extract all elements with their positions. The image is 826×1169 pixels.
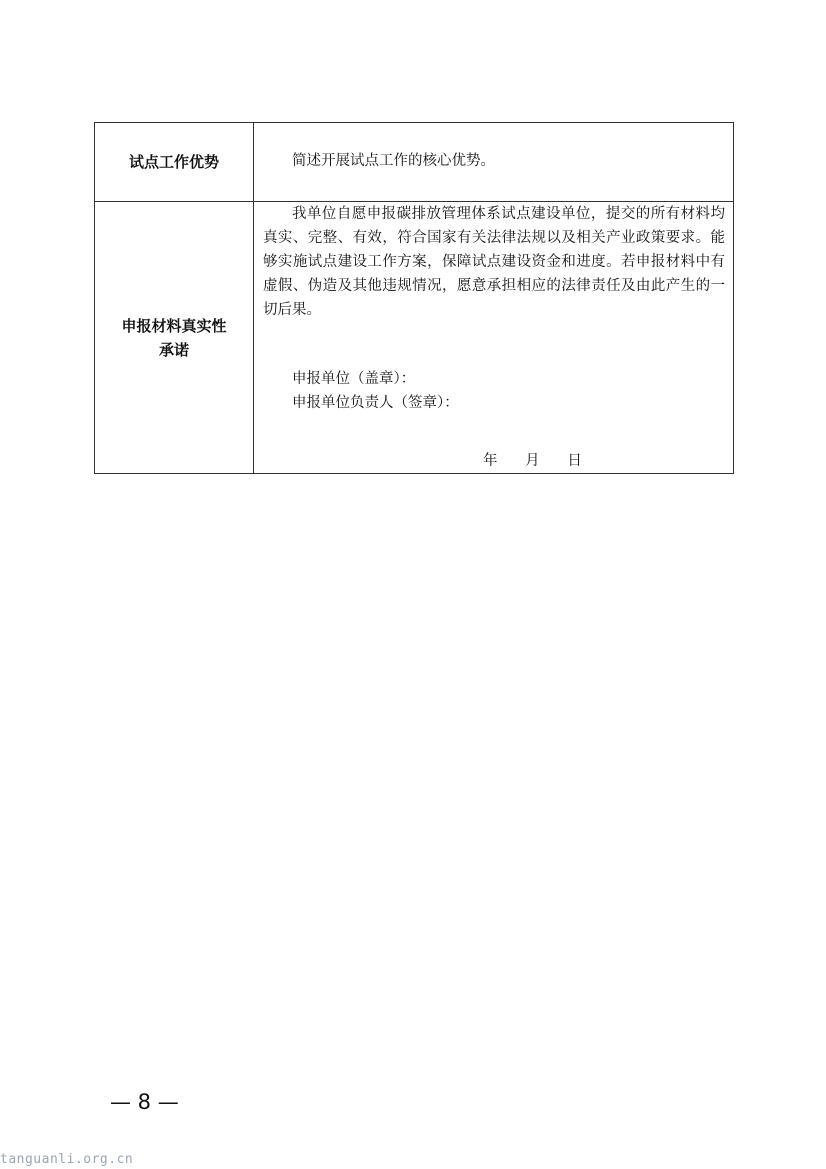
page-number: — 8 — [110, 1090, 179, 1114]
date-month: 月 [525, 453, 540, 469]
date-line [263, 449, 725, 473]
signature-unit-field: 申报单位（盖章）： [292, 371, 416, 387]
label-pilot-advantage: 试点工作优势 [95, 123, 254, 202]
commitment-text: 我单位自愿申报碳排放管理体系试点建设单位，提交的所有材料均真实、完整、有效，符合国家有关法律法规以及相关产业政策要求。能够实施试点建设工作方案，保障试点建设资金和进度。若申报材料中有虚假、伪造及其他违规情况，愿意承担相应的法律责任及由此产生的一切后果。 [263, 206, 725, 318]
label-line-1: 申报材料真实性 [121, 316, 227, 335]
date-year: 年 [483, 453, 498, 469]
row-pilot-advantage [95, 123, 734, 202]
pilot-advantage-text: 简述开展试点工作的核心优势。 [292, 153, 495, 169]
signature-block [263, 367, 725, 415]
content-pilot-advantage [254, 123, 734, 202]
application-form-table [94, 122, 734, 474]
label-line-2: 承诺 [158, 340, 189, 359]
watermark-text: tanguanli.org.cn [0, 1152, 134, 1167]
signature-person-field: 申报单位负责人（签章）： [292, 395, 459, 411]
label-authenticity-commitment [95, 202, 254, 474]
content-authenticity-commitment [254, 202, 734, 474]
date-day: 日 [567, 453, 582, 469]
row-authenticity-commitment [95, 202, 734, 474]
